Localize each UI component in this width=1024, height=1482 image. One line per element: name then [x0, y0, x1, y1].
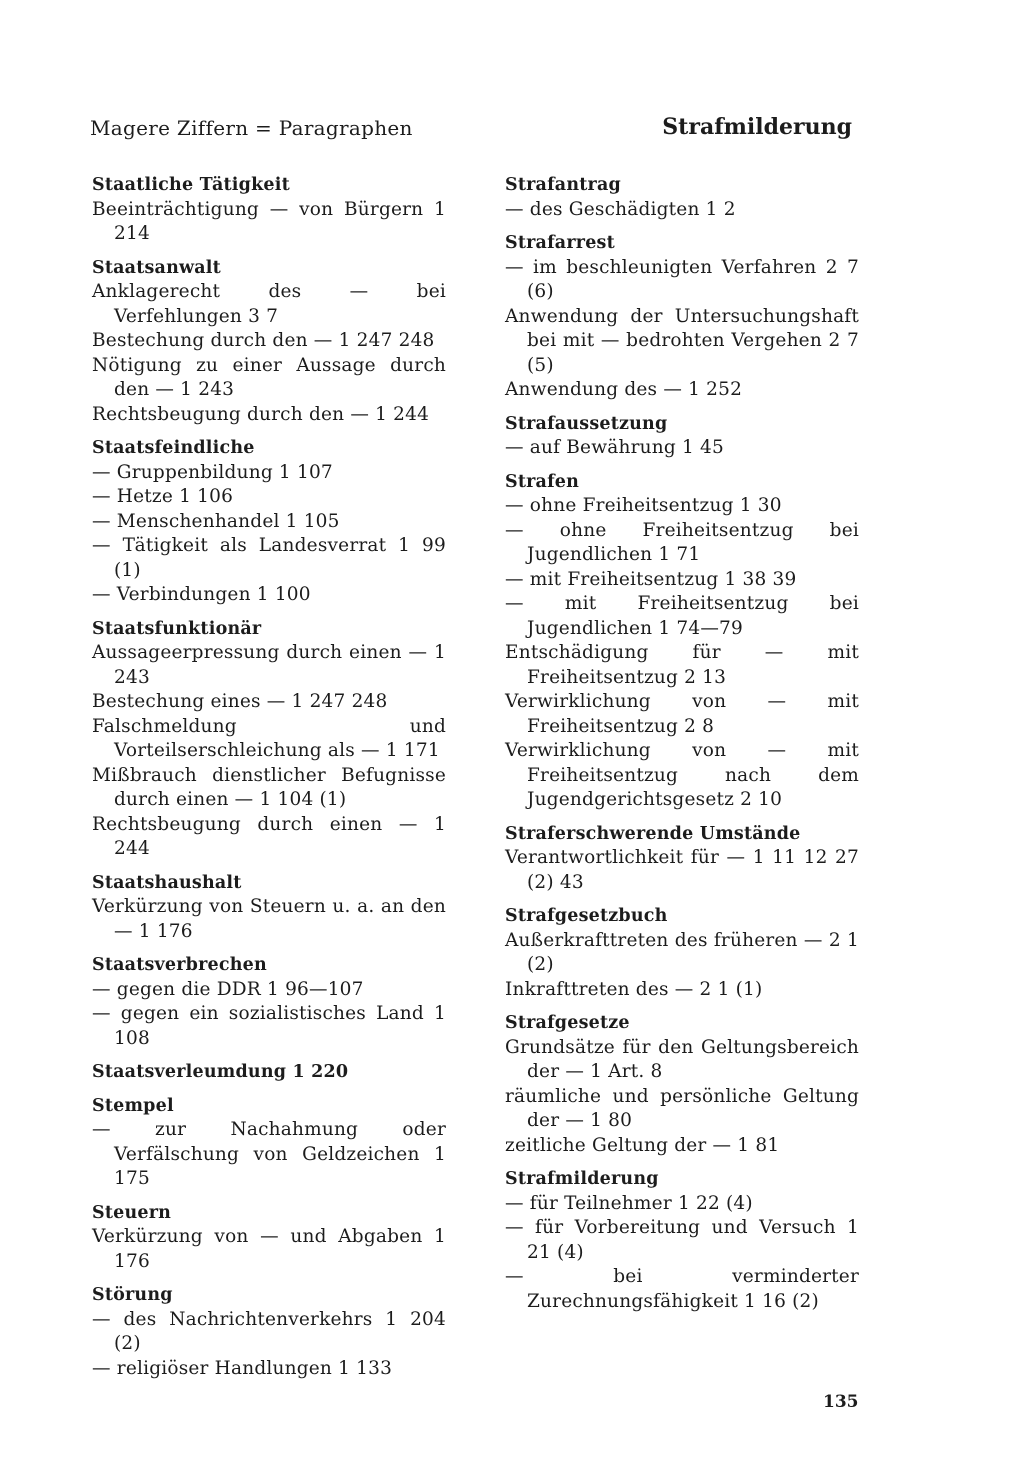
entry-heading: Strafen	[505, 471, 580, 492]
entry-line: Grundsätze für den Geltungsbereich der — 1 Art. 8	[505, 1036, 859, 1082]
entry-line: Rechtsbeugung durch einen — 1 244	[92, 813, 446, 859]
index-entry	[92, 256, 446, 428]
entry-heading: Strafmilderung	[505, 1169, 659, 1189]
index-entry	[92, 617, 446, 862]
entry-line: Beeinträchtigung — von Bürgern 1 214	[92, 198, 446, 244]
entry-line: Verwirklichung von — mit Freiheitsentzug nach dem Jugendgerichtsgesetz 2 10	[505, 740, 859, 810]
entry-line: Nötigung zu einer Aussage durch den — 1 243	[92, 354, 446, 400]
entry-heading: Steuern	[92, 1202, 172, 1223]
entry-heading: Staatshaushalt	[92, 872, 242, 893]
entry-line: Verantwortlichkeit für — 1 11 12 27 (2) 43	[505, 847, 859, 893]
index-entry	[92, 173, 446, 247]
entry-line: Entschädigung für — mit Freiheitsentzug 2 13	[505, 642, 859, 688]
entry-heading: Straferschwerende Umstände	[505, 823, 801, 844]
index-entry	[505, 231, 859, 403]
entry-line: Anwendung der Untersuchungshaft bei mit — bedrohten Vergehen 2 7 (5)	[505, 305, 859, 376]
index-entry	[92, 953, 446, 1051]
entry-line: Rechtsbeugung durch den — 1 244	[92, 403, 430, 425]
index-entry	[92, 436, 446, 608]
entry-heading: Strafarrest	[505, 233, 615, 253]
entry-line: Aussageerpressung durch einen — 1 243	[92, 642, 446, 688]
entry-line: — bei verminderter Zurechnungsfähigkeit 1 16 (2)	[505, 1266, 859, 1312]
index-entry	[505, 822, 859, 896]
index-entry	[505, 1011, 859, 1158]
entry-line: Inkrafttreten des — 2 1 (1)	[505, 978, 763, 1000]
entry-heading: Staatsanwalt	[92, 257, 221, 278]
page-number: 135	[823, 1392, 859, 1412]
entry-heading: Staatsfunktionär	[92, 618, 262, 639]
entry-line: Verkürzung von — und Abgaben 1 176	[92, 1226, 446, 1272]
entry-line: — ohne Freiheitsentzug 1 30	[505, 495, 782, 516]
entry-heading: Staatliche Tätigkeit	[92, 175, 290, 195]
entry-heading: Strafgesetzbuch	[505, 906, 668, 926]
index-entry	[92, 871, 446, 945]
entry-line: — mit Freiheitsentzug 1 38 39	[505, 568, 797, 590]
index-entry	[92, 1201, 446, 1275]
entry-line: — gegen ein sozialistisches Land 1 108	[92, 1003, 446, 1049]
index-entry	[92, 1094, 446, 1192]
entry-line: — des Geschädigten 1 2	[505, 198, 736, 220]
entry-line: Anklagerecht des — bei Verfehlungen 3 7	[92, 281, 446, 327]
entry-line: Außerkrafttreten des früheren — 2 1 (2)	[505, 929, 859, 975]
entry-line: Mißbrauch dienstlicher Befugnisse durch einen — 1 104 (1)	[92, 764, 446, 810]
index-entry	[505, 470, 859, 813]
running-head: Strafmilderung	[662, 114, 852, 140]
entry-line: — religiöser Handlungen 1 133	[92, 1357, 393, 1379]
entry-heading: Staatsverbrechen	[92, 955, 267, 975]
index-entry	[92, 1283, 446, 1381]
entry-heading: Strafantrag	[505, 175, 621, 195]
left-column	[92, 173, 446, 1390]
entry-heading: Staatsverleumdung 1 220	[92, 1062, 349, 1082]
entry-line: — mit Freiheitsentzug bei Jugendlichen 1 74—79	[505, 593, 859, 639]
entry-line: — gegen die DDR 1 96—107	[92, 978, 364, 1000]
entry-line: räumliche und persönliche Geltung der — 1 80	[505, 1085, 859, 1131]
index-entry	[505, 1167, 859, 1314]
entry-heading: Strafgesetze	[505, 1013, 630, 1033]
entry-line: Anwendung des — 1 252	[505, 379, 743, 400]
entry-heading: Strafaussetzung	[505, 413, 668, 434]
entry-heading: Stempel	[92, 1095, 174, 1116]
entry-line: Bestechung eines — 1 247 248	[92, 691, 388, 712]
entry-line: zeitliche Geltung der — 1 81	[505, 1134, 780, 1156]
entry-line: Falschmeldung und Vorteilserschleichung als — 1 171	[92, 715, 446, 761]
entry-line: — des Nachrichtenverkehrs 1 204 (2)	[92, 1308, 446, 1354]
entry-line: — Hetze 1 106	[92, 486, 234, 507]
entry-heading: Störung	[92, 1285, 173, 1305]
entry-line: — Tätigkeit als Landesverrat 1 99 (1)	[92, 535, 446, 581]
header-note: Magere Ziffern = Paragraphen	[90, 116, 413, 140]
right-column	[505, 173, 859, 1323]
entry-heading: Staatsfeindliche	[92, 438, 255, 458]
index-entry	[505, 904, 859, 1002]
entry-line: — Verbindungen 1 100	[92, 584, 311, 605]
entry-line: — auf Bewährung 1 45	[505, 437, 724, 458]
entry-line: — ohne Freiheitsentzug bei Jugendlichen 1 71	[505, 519, 859, 565]
entry-line: — zur Nachahmung oder Verfälschung von Geldzeichen 1 175	[92, 1119, 446, 1189]
entry-line: — für Teilnehmer 1 22 (4)	[505, 1192, 753, 1214]
entry-line: — im beschleunigten Verfahren 2 7 (6)	[505, 256, 859, 302]
entry-line: — für Vorbereitung und Versuch 1 21 (4)	[505, 1217, 859, 1263]
entry-line: — Menschenhandel 1 105	[92, 510, 340, 532]
entry-line: — Gruppenbildung 1 107	[92, 461, 333, 483]
index-entry	[505, 412, 859, 461]
entry-line: Bestechung durch den — 1 247 248	[92, 330, 435, 351]
index-entry	[505, 173, 859, 222]
entry-line: Verwirklichung von — mit Freiheitsentzug 2 8	[505, 691, 859, 737]
index-entry	[92, 1060, 446, 1085]
entry-line: Verkürzung von Steuern u. a. an den — 1 176	[92, 896, 446, 942]
